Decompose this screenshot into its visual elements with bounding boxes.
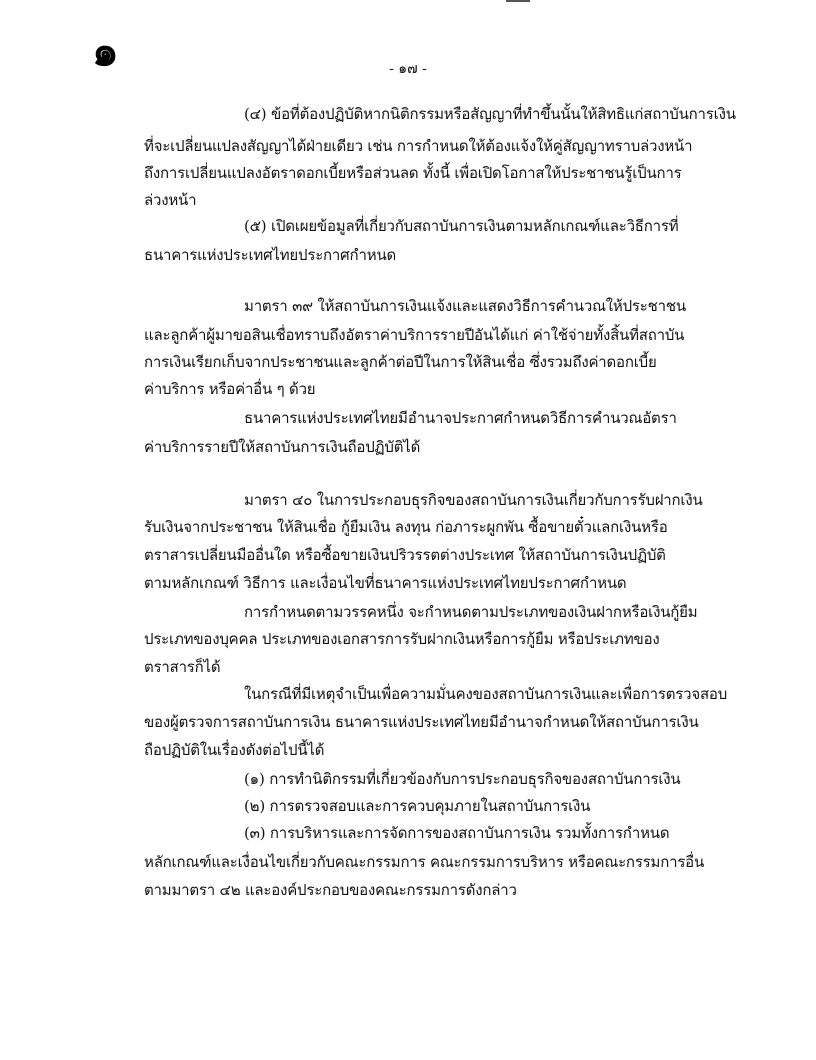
text-line: ที่จะเปลี่ยนแปลงสัญญาได้ฝ่ายเดียว เช่น การกำหนดให้ต้องแจ้งให้คู่สัญญาทราบล่วงหน้า <box>144 137 693 155</box>
text-line: ค่าบริการรายปีให้สถาบันการเงินถือปฏิบัติได้ <box>144 438 421 456</box>
text-line: ถึงการเปลี่ยนแปลงอัตราดอกเบี้ยหรือส่วนลด ทั้งนี้ เพื่อเปิดโอกาสให้ประชาชนรู้เป็นการ <box>144 164 682 182</box>
text-line: การกำหนดตามวรรคหนึ่ง จะกำหนดตามประเภทของเงินฝากหรือเงินกู้ยืม <box>244 603 698 621</box>
text-line: หลักเกณฑ์และเงื่อนไขเกี่ยวกับคณะกรรมการ คณะกรรมการบริหาร หรือคณะกรรมการอื่น <box>144 853 705 871</box>
text-line: ประเภทของบุคคล ประเภทของเอกสารการรับฝากเงินหรือการกู้ยืม หรือประเภทของ <box>144 630 660 648</box>
text-line: (๒) การตรวจสอบและการควบคุมภายในสถาบันการเงิน <box>244 797 591 815</box>
text-line: (๕) เปิดเผยข้อมูลที่เกี่ยวกับสถาบันการเงินตามหลักเกณฑ์และวิธีการที่ <box>244 217 679 235</box>
text-line: ตามหลักเกณฑ์ วิธีการ และเงื่อนไขที่ธนาคารแห่งประเทศไทยประกาศกำหนด <box>144 574 627 592</box>
text-line: มาตรา ๔๐ ในการประกอบธุรกิจของสถาบันการเงินเกี่ยวกับการรับฝากเงิน <box>244 491 703 509</box>
text-line: และลูกค้าผู้มาขอสินเชื่อทราบถึงอัตราค่าบริการรายปีอันได้แก่ ค่าใช้จ่ายทั้งสิ้นที่สถาบัน <box>144 326 685 344</box>
text-line: (๓) การบริหารและการจัดการของสถาบันการเงิน รวมทั้งการกำหนด <box>244 824 670 842</box>
text-line: ในกรณีที่มีเหตุจำเป็นเพื่อความมั่นคงของสถาบันการเงินและเพื่อการตรวจสอบ <box>244 685 728 703</box>
text-line: มาตรา ๓๙ ให้สถาบันการเงินแจ้งและแสดงวิธีการคำนวณให้ประชาชน <box>244 297 686 315</box>
text-line: ของผู้ตรวจการสถาบันการเงิน ธนาคารแห่งประเทศไทยมีอำนาจกำหนดให้สถาบันการเงิน <box>144 713 699 731</box>
text-line: ถือปฏิบัติในเรื่องดังต่อไปนี้ได้ <box>144 741 325 759</box>
text-line: (๑) การทำนิติกรรมที่เกี่ยวข้องกับการประกอบธุรกิจของสถาบันการเงิน <box>244 770 681 788</box>
text-line: (๔) ข้อที่ต้องปฏิบัติหากนิติกรรมหรือสัญญาที่ทำขึ้นนั้นให้สิทธิแก่สถาบันการเงิน <box>244 105 736 123</box>
text-line: รับเงินจากประชาชน ให้สินเชื่อ กู้ยืมเงิน ลงทุน ก่อภาระผูกพัน ซื้อขายตั๋วแลกเงินหรือ <box>144 518 668 536</box>
text-line: ล่วงหน้า <box>144 191 197 209</box>
handwritten-page-mark: ๑ <box>92 26 119 75</box>
text-line: ตามมาตรา ๔๒ และองค์ประกอบของคณะกรรมการดังกล่าว <box>144 881 517 899</box>
page-number: - ๑๗ - <box>389 61 427 77</box>
text-line: ตราสารเปลี่ยนมืออื่นใด หรือซื้อขายเงินปริวรรตต่างประเทศ ให้สถาบันการเงินปฏิบัติ <box>144 546 666 564</box>
text-line: ตราสารก็ได้ <box>144 658 221 676</box>
text-line: การเงินเรียกเก็บจากประชาชนและลูกค้าต่อปีในการให้สินเชื่อ ซึ่งรวมถึงค่าดอกเบี้ย <box>144 353 657 371</box>
text-line: ธนาคารแห่งประเทศไทยประกาศกำหนด <box>144 246 397 264</box>
text-line: ธนาคารแห่งประเทศไทยมีอำนาจประกาศกำหนดวิธีการคำนวณอัตรา <box>244 409 677 427</box>
text-line: ค่าบริการ หรือค่าอื่น ๆ ด้วย <box>144 380 316 398</box>
